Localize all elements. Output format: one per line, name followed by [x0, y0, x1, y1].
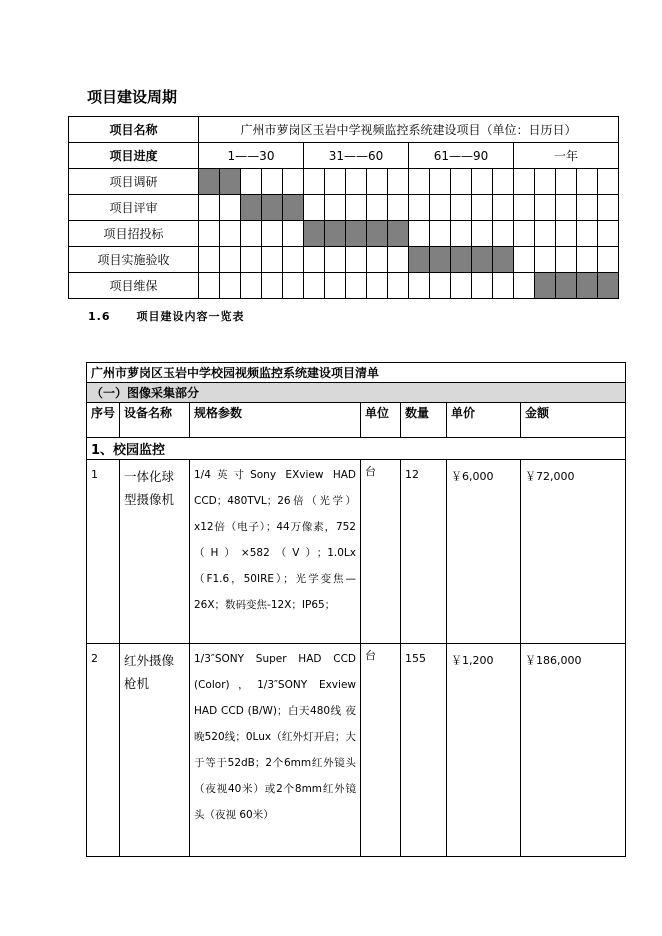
period-header: 61——90 — [409, 143, 514, 169]
schedule-cell — [367, 273, 388, 299]
schedule-cell — [388, 247, 409, 273]
schedule-cell — [304, 247, 325, 273]
schedule-cell — [556, 221, 577, 247]
schedule-cell — [304, 169, 325, 195]
schedule-cell — [346, 273, 367, 299]
schedule-cell — [367, 247, 388, 273]
period-header: 1——30 — [199, 143, 304, 169]
schedule-cell — [388, 169, 409, 195]
schedule-cell — [199, 247, 220, 273]
schedule-cell — [598, 273, 619, 299]
schedule-cell — [577, 221, 598, 247]
schedule-cell — [388, 273, 409, 299]
phase-row — [69, 169, 619, 195]
schedule-cell — [241, 247, 262, 273]
row-spec: 1/4英寸Sony EXview HAD CCD；480TVL；26倍（光学）x12倍（电子）；44万像素，752（H）×582（V）；1.0Lx（F1.6，50IRE）；光学变焦—26X；数码变焦-12X；IP65； — [190, 460, 361, 644]
schedule-cell — [598, 221, 619, 247]
schedule-cell — [283, 273, 304, 299]
schedule-cell — [556, 273, 577, 299]
schedule-cell — [325, 247, 346, 273]
section-number: 1.6 — [88, 310, 111, 323]
phase-label: 项目评审 — [69, 195, 199, 221]
schedule-cell — [241, 169, 262, 195]
schedule-cell — [241, 221, 262, 247]
schedule-cell — [241, 273, 262, 299]
schedule-cell — [388, 221, 409, 247]
schedule-cell — [577, 169, 598, 195]
schedule-cell — [472, 247, 493, 273]
schedule-cell — [598, 169, 619, 195]
schedule-cell — [409, 273, 430, 299]
schedule-cell — [535, 195, 556, 221]
schedule-cell — [430, 195, 451, 221]
part-header: （一）图像采集部分 — [87, 383, 626, 403]
phase-row — [69, 195, 619, 221]
phase-row — [69, 221, 619, 247]
schedule-cell — [514, 221, 535, 247]
schedule-cell — [283, 221, 304, 247]
schedule-cell — [325, 169, 346, 195]
schedule-cell — [556, 247, 577, 273]
schedule-cell — [577, 273, 598, 299]
schedule-cell — [472, 169, 493, 195]
col-header-price: 单价 — [447, 403, 521, 438]
schedule-cell — [367, 221, 388, 247]
table-row — [87, 644, 626, 857]
progress-label: 项目进度 — [69, 143, 199, 169]
schedule-cell — [598, 195, 619, 221]
schedule-cell — [451, 169, 472, 195]
schedule-cell — [199, 221, 220, 247]
schedule-cell — [472, 195, 493, 221]
schedule-cell — [493, 195, 514, 221]
schedule-cell — [346, 195, 367, 221]
schedule-cell — [283, 169, 304, 195]
schedule-cell — [535, 221, 556, 247]
schedule-cell — [220, 195, 241, 221]
col-header-unit: 单位 — [361, 403, 401, 438]
schedule-cell — [577, 195, 598, 221]
schedule-cell — [304, 221, 325, 247]
schedule-cell — [241, 195, 262, 221]
schedule-cell — [325, 273, 346, 299]
schedule-cell — [472, 273, 493, 299]
schedule-cell — [199, 195, 220, 221]
schedule-cell — [493, 169, 514, 195]
schedule-cell — [346, 247, 367, 273]
schedule-cell — [451, 195, 472, 221]
schedule-cell — [556, 169, 577, 195]
schedule-cell — [325, 195, 346, 221]
schedule-table — [68, 116, 619, 299]
project-name-label: 项目名称 — [69, 117, 199, 143]
row-qty: 155 — [401, 644, 447, 857]
phase-label: 项目实施验收 — [69, 247, 199, 273]
schedule-cell — [430, 221, 451, 247]
schedule-cell — [220, 247, 241, 273]
phase-row — [69, 247, 619, 273]
schedule-cell — [283, 195, 304, 221]
schedule-cell — [577, 247, 598, 273]
schedule-cell — [514, 195, 535, 221]
schedule-cell — [262, 247, 283, 273]
row-price: ￥6,000 — [447, 460, 521, 644]
schedule-cell — [262, 221, 283, 247]
schedule-cell — [346, 169, 367, 195]
list-title: 广州市萝岗区玉岩中学校园视频监控系统建设项目清单 — [87, 363, 626, 383]
row-device: 一体化球型摄像机 — [120, 460, 190, 644]
schedule-cell — [199, 273, 220, 299]
table-row — [87, 460, 626, 644]
row-qty: 12 — [401, 460, 447, 644]
project-name-value: 广州市萝岗区玉岩中学视频监控系统建设项目（单位：日历日） — [199, 117, 619, 143]
period-header: 一年 — [514, 143, 619, 169]
schedule-cell — [220, 273, 241, 299]
equipment-list-table — [86, 362, 626, 857]
row-amount: ￥186,000 — [521, 644, 626, 857]
period-header: 31——60 — [304, 143, 409, 169]
schedule-cell — [430, 273, 451, 299]
schedule-cell — [262, 195, 283, 221]
schedule-cell — [409, 169, 430, 195]
schedule-cell — [451, 273, 472, 299]
schedule-cell — [409, 247, 430, 273]
schedule-cell — [388, 195, 409, 221]
schedule-cell — [304, 273, 325, 299]
category-header: 1、校园监控 — [87, 438, 626, 460]
schedule-cell — [451, 221, 472, 247]
col-header-device: 设备名称 — [120, 403, 190, 438]
schedule-cell — [472, 221, 493, 247]
section-heading — [88, 308, 245, 324]
schedule-cell — [262, 169, 283, 195]
row-price: ￥1,200 — [447, 644, 521, 857]
schedule-cell — [514, 273, 535, 299]
page-title: 项目建设周期 — [87, 88, 178, 106]
schedule-cell — [304, 195, 325, 221]
schedule-cell — [598, 247, 619, 273]
row-spec: 1/3″SONY Super HAD CCD (Color)，1/3″SONY Exview HAD CCD (B/W)；白天480线 夜晚520线；0Lux（红外灯开启；大于等于52dB；2个6mm红外镜头（夜视40米）或2个8mm红外镜头（夜视 60米） — [190, 644, 361, 857]
phase-row — [69, 273, 619, 299]
schedule-cell — [409, 221, 430, 247]
schedule-cell — [220, 169, 241, 195]
schedule-cell — [262, 273, 283, 299]
schedule-cell — [283, 247, 304, 273]
schedule-cell — [493, 273, 514, 299]
phase-label: 项目维保 — [69, 273, 199, 299]
schedule-cell — [199, 169, 220, 195]
phase-label: 项目调研 — [69, 169, 199, 195]
row-seq: 2 — [87, 644, 120, 857]
schedule-cell — [535, 247, 556, 273]
row-unit: 台 — [361, 460, 401, 644]
col-header-seq: 序号 — [87, 403, 120, 438]
row-seq: 1 — [87, 460, 120, 644]
schedule-cell — [346, 221, 367, 247]
phase-label: 项目招投标 — [69, 221, 199, 247]
col-header-amount: 金额 — [521, 403, 626, 438]
schedule-cell — [514, 247, 535, 273]
schedule-cell — [367, 169, 388, 195]
schedule-cell — [514, 169, 535, 195]
schedule-cell — [493, 247, 514, 273]
row-amount: ￥72,000 — [521, 460, 626, 644]
schedule-cell — [535, 273, 556, 299]
schedule-cell — [430, 247, 451, 273]
section-title: 项目建设内容一览表 — [136, 310, 245, 323]
schedule-cell — [493, 221, 514, 247]
schedule-cell — [556, 195, 577, 221]
schedule-cell — [220, 221, 241, 247]
col-header-spec: 规格参数 — [190, 403, 361, 438]
schedule-cell — [409, 195, 430, 221]
schedule-cell — [367, 195, 388, 221]
row-device: 红外摄像枪机 — [120, 644, 190, 857]
schedule-cell — [325, 221, 346, 247]
schedule-cell — [451, 247, 472, 273]
schedule-cell — [430, 169, 451, 195]
row-unit: 台 — [361, 644, 401, 857]
col-header-qty: 数量 — [401, 403, 447, 438]
schedule-cell — [535, 169, 556, 195]
